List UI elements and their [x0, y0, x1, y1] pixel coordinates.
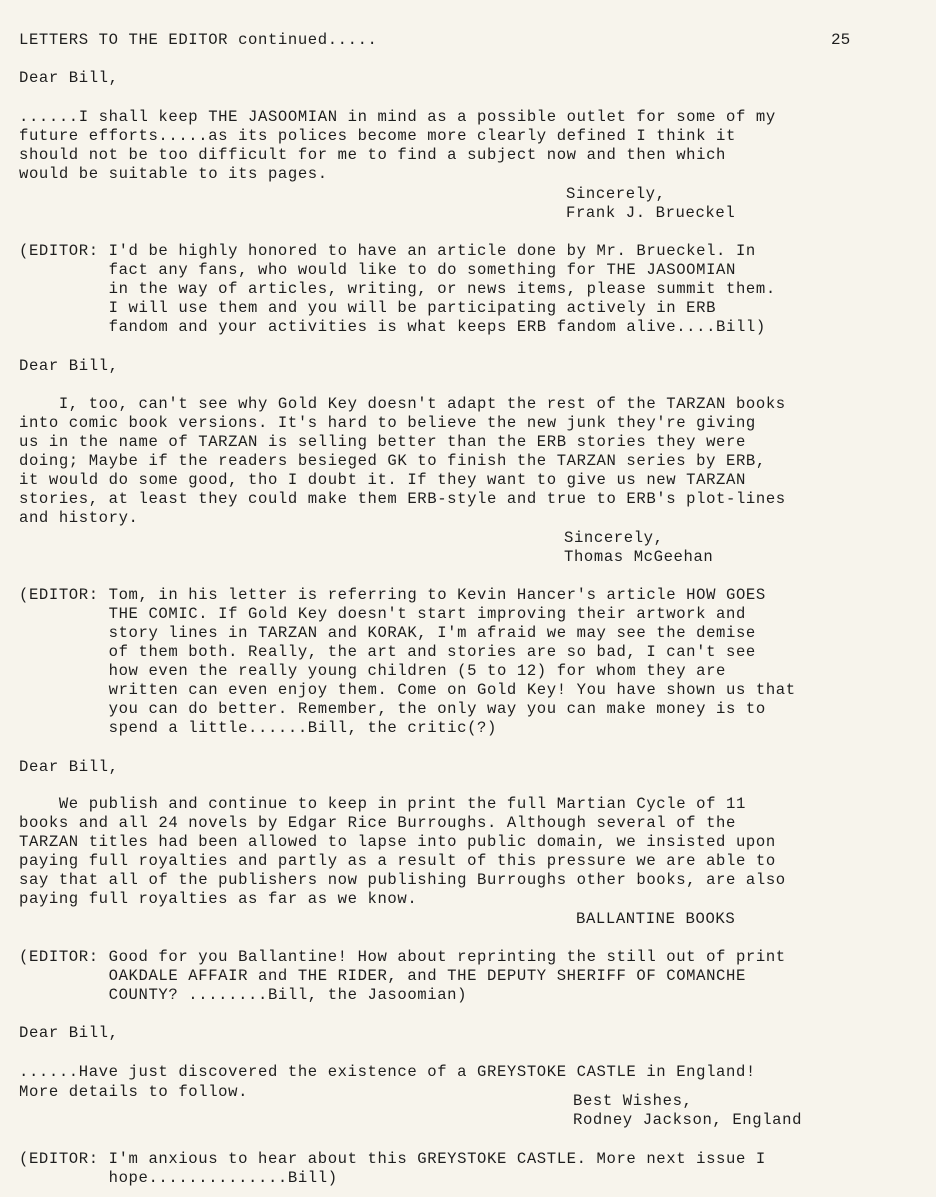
letter4-body-line: More details to follow.	[19, 1083, 249, 1101]
editor-reply2-line: spend a little......Bill, the critic(?)	[19, 719, 497, 737]
letter1-salutation: Dear Bill,	[19, 69, 119, 87]
editor-reply3-line: COUNTY? ........Bill, the Jasoomian)	[19, 986, 468, 1004]
editor-reply2-line: (EDITOR: Tom, in his letter is referring to Kevin Hancer's article HOW GOES	[19, 586, 766, 604]
editor-reply2-line: THE COMIC. If Gold Key doesn't start improving their artwork and	[19, 605, 746, 623]
editor-reply3-line: OAKDALE AFFAIR and THE RIDER, and THE DEPUTY SHERIFF OF COMANCHE	[19, 967, 746, 985]
letter3-body-line: paying full royalties and partly as a result of this pressure we are able to	[19, 852, 776, 870]
letter1-signature: Frank J. Brueckel	[566, 204, 736, 222]
letter2-body-line: doing; Maybe if the readers besieged GK to finish the TARZAN series by ERB,	[19, 452, 766, 470]
letter1-closing: Sincerely,	[566, 185, 666, 203]
editor-reply1-line: fact any fans, who would like to do something for THE JASOOMIAN	[19, 261, 736, 279]
letter4-body-line: ......Have just discovered the existence of a GREYSTOKE CASTLE in England!	[19, 1063, 756, 1081]
letter3-body-line: TARZAN titles had been allowed to lapse into public domain, we insisted upon	[19, 833, 776, 851]
letter3-body-line: paying full royalties as far as we know.	[19, 890, 418, 908]
letter2-signature: Thomas McGeehan	[564, 548, 714, 566]
editor-reply2-line: story lines in TARZAN and KORAK, I'm afraid we may see the demise	[19, 624, 756, 642]
editor-reply1-line: fandom and your activities is what keeps ERB fandom alive....Bill)	[19, 318, 766, 336]
letter2-body-line: into comic book versions. It's hard to believe the new junk they're giving	[19, 414, 756, 432]
editor-reply1-line: (EDITOR: I'd be highly honored to have an article done by Mr. Brueckel. In	[19, 242, 756, 260]
letter4-closing: Best Wishes,	[573, 1092, 693, 1110]
editor-reply2-line: written can even enjoy them. Come on Gold Key! You have shown us that	[19, 681, 796, 699]
letter4-salutation: Dear Bill,	[19, 1024, 119, 1042]
letter4-signature: Rodney Jackson, England	[573, 1111, 803, 1129]
letter2-body-line: I, too, can't see why Gold Key doesn't adapt the rest of the TARZAN books	[19, 395, 786, 413]
letter1-body-line: future efforts.....as its polices become more clearly defined I think it	[19, 127, 736, 145]
letter2-body-line: stories, at least they could make them ERB-style and true to ERB's plot-lines	[19, 490, 786, 508]
letter3-signature: BALLANTINE BOOKS	[576, 910, 736, 928]
letter2-body-line: it would do some good, tho I doubt it. If they want to give us new TARZAN	[19, 471, 746, 489]
editor-reply1-line: in the way of articles, writing, or news items, please summit them.	[19, 280, 776, 298]
letter1-body-line: should not be too difficult for me to find a subject now and then which	[19, 146, 727, 164]
letter3-body-line: We publish and continue to keep in print the full Martian Cycle of 11	[19, 795, 746, 813]
editor-reply1-line: I will use them and you will be participating actively in ERB	[19, 299, 717, 317]
letter3-salutation: Dear Bill,	[19, 758, 119, 776]
letter3-body-line: say that all of the publishers now publishing Burroughs other books, are also	[19, 871, 786, 889]
letter2-body-line: us in the name of TARZAN is selling better than the ERB stories they were	[19, 433, 746, 451]
page-number: 25	[831, 31, 851, 49]
letter2-salutation: Dear Bill,	[19, 357, 119, 375]
editor-reply2-line: of them both. Really, the art and stories are so bad, I can't see	[19, 643, 756, 661]
letter1-body-line: ......I shall keep THE JASOOMIAN in mind as a possible outlet for some of my	[19, 108, 776, 126]
letter1-body-line: would be suitable to its pages.	[19, 165, 328, 183]
editor-reply2-line: you can do better. Remember, the only way you can make money is to	[19, 700, 766, 718]
letter3-body-line: books and all 24 novels by Edgar Rice Burroughs. Although several of the	[19, 814, 736, 832]
editor-reply4-line: (EDITOR: I'm anxious to hear about this GREYSTOKE CASTLE. More next issue I	[19, 1150, 766, 1168]
editor-reply4-line: hope..............Bill)	[19, 1169, 338, 1187]
page-heading: LETTERS TO THE EDITOR continued.....	[19, 31, 378, 49]
letter2-body-line: and history.	[19, 509, 139, 527]
editor-reply2-line: how even the really young children (5 to 12) for whom they are	[19, 662, 727, 680]
letter2-closing: Sincerely,	[564, 529, 664, 547]
editor-reply3-line: (EDITOR: Good for you Ballantine! How about reprinting the still out of print	[19, 948, 786, 966]
